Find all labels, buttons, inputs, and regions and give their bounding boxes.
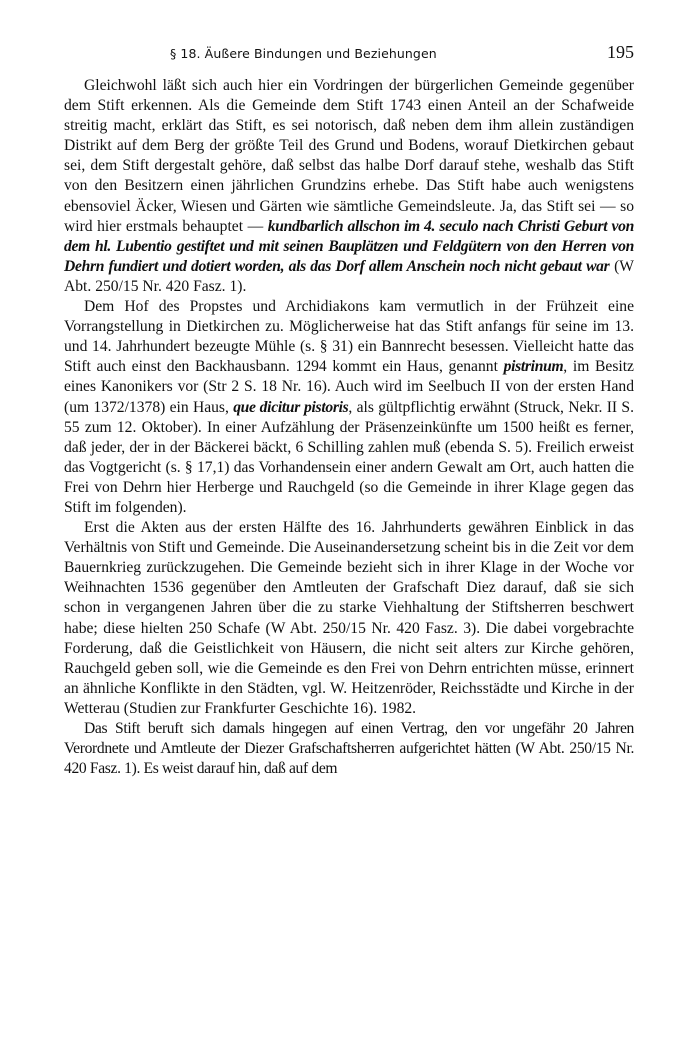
paragraph-1-text: Gleichwohl läßt sich auch hier ein Vordringen der bürgerlichen Gemeinde gegenüber dem Stift erkennen. Als die Gemeinde dem Stift 1743 einen Anteil an der Schafweide streitig macht, erklärt das Stift, es sei notorisch, daß neben dem ihm allein zuständigen Distrikt auf dem Berg der größte Teil des Grund und Bodens, worauf Dietkirchen gebaut sei, dem Stift dergestalt gehöre, daß selbst das halbe Dorf darauf stehe, weshalb das Stift von den Besitzern einen jährlichen Grundzins erhebe. Das Stift habe auch wenigstens ebensoviel Äcker, Wiesen und Gärten wie sämtliche Gemeindsleute. Ja, das Stift sei — so wird hier erstmals behauptet — xyxy=(64,77,634,235)
paragraph-1-citation: (W Abt. 250/15 Nr. 420 Fasz. 1). xyxy=(64,257,634,295)
paragraph-1 xyxy=(64,76,634,297)
quotation-pistoris: que dicitur pistoris xyxy=(233,398,349,416)
paragraph-2-text: Dem Hof des Propstes und Archidiakons kam vermutlich in der Frühzeit eine Vorrangstellung in Dietkirchen zu. Möglicherweise hat das Stift anfangs für seine im 13. und 14. Jahrhundert bezeugte Mühle (s. § 31) ein Bannrecht besessen. Vielleicht hatte das Stift auch einst den Backhausbann. 1294 kommt ein Haus, genannt xyxy=(64,298,634,376)
paragraph-2-middle: , im Besitz eines Kanonikers vor (Str 2 S. 18 Nr. 16). Auch wird im Seelbuch II von der ersten Hand (um 1372/1378) ein Haus, xyxy=(64,358,634,416)
paragraph-2-end: , als gültpflichtig erwähnt (Struck, Nekr. II S. 55 zum 12. Oktober). In einer Aufzählung der Präsenzeinkünfte um 1500 heißt es ferner, daß jeder, der in der Bäckerei bäckt, 6 Schilling zahlen muß (ebenda S. 5). Freilich erweist das Vogtgericht (s. § 17,1) das Vorhandensein einer andern Gewalt am Ort, auch hatten die Frei von Dehrn hier Herberge und Rauchgeld (so die Gemeinde in ihrer Klage gegen das Stift im folgenden). xyxy=(64,398,634,516)
term-pistrinum: pistrinum xyxy=(503,358,564,376)
paragraph-2 xyxy=(64,297,634,518)
page-number: 195 xyxy=(607,42,634,62)
running-title: § 18. Äußere Bindungen und Beziehungen xyxy=(170,46,437,61)
paragraph-3: Erst die Akten aus der ersten Hälfte des 16. Jahrhunderts gewähren Einblick in das Verhältnis von Stift und Gemeinde. Die Auseinandersetzung scheint bis in die Zeit vor dem Bauernkrieg zurückzugehen. Die Gemeinde bezieht sich in ihrer Klage in der Woche vor Weihnachten 1536 gegenüber den Amtleuten der Grafschaft Diez darauf, daß sie sich schon in vergangenen Jahren über die zu starke Viehhaltung der Stiftsherren beschwert habe; diese hielten 250 Schafe (W Abt. 250/15 Nr. 420 Fasz. 3). Die dabei vorgebrachte Forderung, daß die Geistlichkeit von Häusern, die nicht seit alters zur Kirche gehören, Rauchgeld geben soll, wie die Gemeinde es den Frei von Dehrn entrichten müsse, erinnert an ähnliche Konflikte in den Städten, vgl. W. Heitzenröder, Reichsstädte und Kirche in der Wetterau (Studien zur Frankfurter Geschichte 16). 1982. xyxy=(64,519,634,717)
running-header xyxy=(64,42,634,66)
paragraph-4: Das Stift beruft sich damals hingegen auf einen Vertrag, den vor ungefähr 20 Jahren Verordnete und Amtleute der Diezer Grafschaftsherren aufgerichtet hätten (W Abt. 250/15 Nr. 420 Fasz. 1). Es weist darauf hin, daß auf dem xyxy=(64,720,634,778)
quotation-foundation: kundbarlich allschon im 4. seculo nach Christi Geburt von dem hl. Lubentio gestiftet und mit seinen Bauplätzen und Feldgütern von den Herren von Dehrn fundiert und dotiert worden, als das Dorf allem Anschein noch nicht gebaut war xyxy=(64,217,634,275)
page-body xyxy=(64,76,634,779)
